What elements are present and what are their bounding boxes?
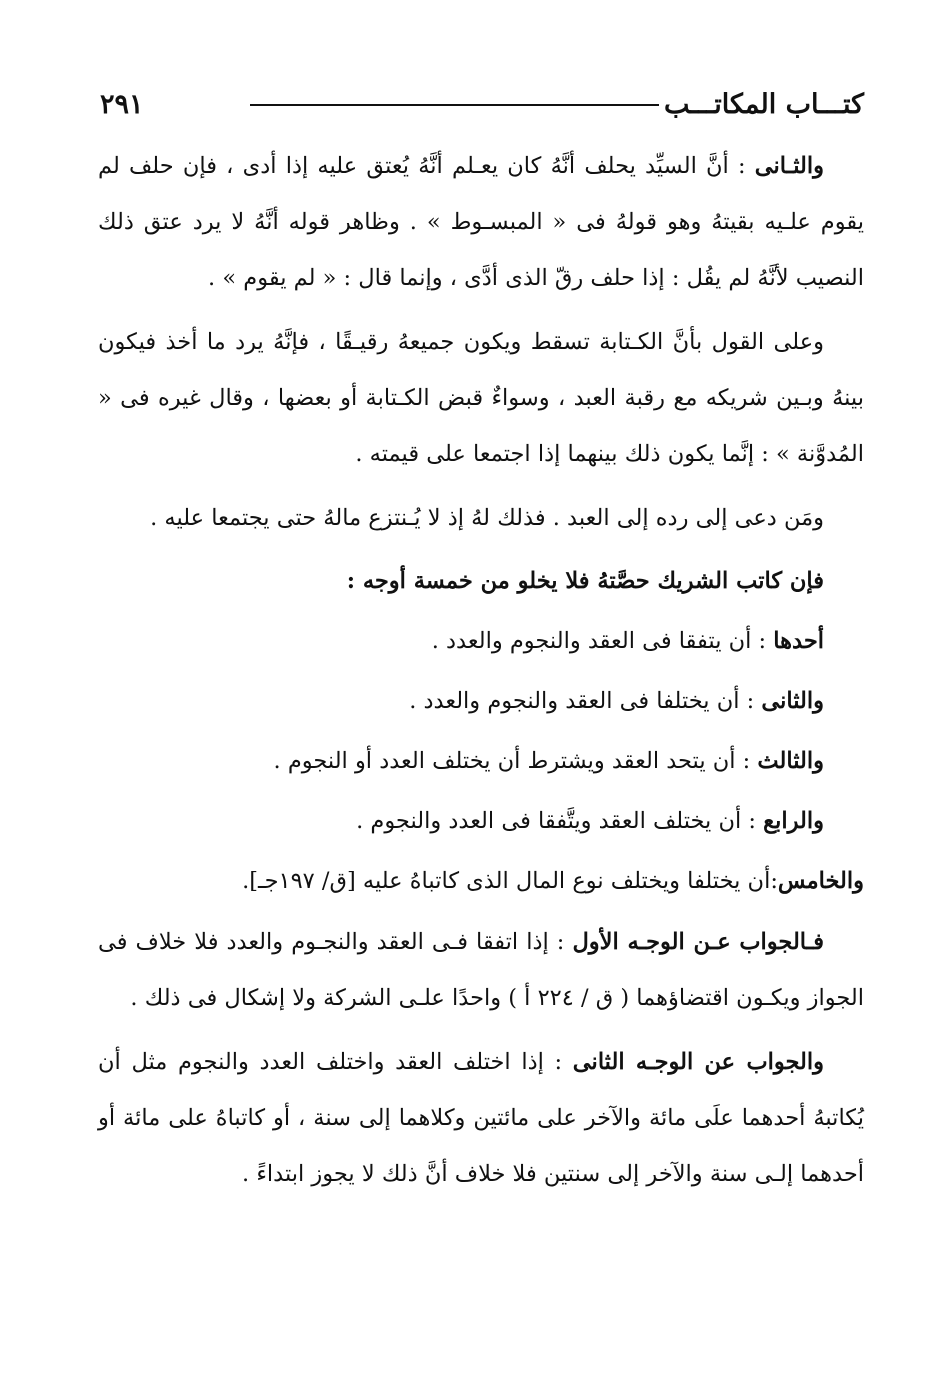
case-4	[98, 794, 864, 848]
paragraph-3	[98, 490, 864, 546]
paragraph-1-lead: والثـانى	[754, 153, 824, 179]
case-3-text: : أن يتحد العقد ويشترط أن يختلف العدد أو النجوم .	[273, 748, 758, 774]
answer-1	[98, 914, 864, 1026]
case-3-label: والثالث	[757, 748, 824, 774]
case-1	[98, 614, 864, 668]
answer-2	[98, 1034, 864, 1202]
page-body	[98, 138, 864, 1210]
case-5-text: :أن يختلفا ويختلف نوع المال الذى كاتباهُ عليه [ق/ ١٩٧جـ].	[242, 868, 778, 894]
running-title: كتـــاب المكاتـــب	[663, 89, 864, 120]
case-1-label: أحدها	[773, 628, 824, 654]
case-3	[98, 734, 864, 788]
case-4-label: والرابع	[763, 808, 824, 834]
paragraph-1-text: : أنَّ السيِّد يحلف أنَّهُ كان يعـلم أنَّهُ يُعتق عليه إذا أدى ، فإن حلف لم يقوم علـيه بقيتهُ وهو قولهُ فى « المبسـوط » . وظاهر قوله أنَّهُ لا يرد عتق ذلك النصيب لأنَّهُ لم يقُل : إذا حلف رقّ الذى أدَّى ، وإنما قال : « لم يقوم » .	[98, 153, 864, 291]
answer-2-lead: والجواب عن الوجـه الثانى	[572, 1049, 825, 1075]
case-5	[98, 854, 864, 908]
paragraph-2	[98, 314, 864, 482]
answer-1-text: : إذا اتفقا فـى العقد والنجـوم والعدد فلا خلاف فى الجواز ويكـون اقتضاؤهما ( ق / ٢٢٤ أ ) واحدًا علـى الشركة ولا إشكال فى ذلك .	[98, 929, 864, 1011]
answer-1-lead: فـالجواب عـن الوجـه الأول	[572, 929, 825, 955]
page-number: ٢٩١	[100, 89, 144, 120]
paragraph-2-text: وعلى القول بأنَّ الكـتابة تسقط ويكون جميعهُ رقيـقًا ، فإنَّهُ يرد ما أخذ فيكون بينهُ وبـين شريكه مع رقبة العبد ، وسواءٌ قبض الكـتابة أو بعضها ، وقال غيره فى « المُدوَّنة » : إنَّما يكون ذلك بينهما إذا اجتمعا على قيمته .	[98, 329, 864, 467]
case-4-text: : أن يختلف العقد ويتَّفقا فى العدد والنجوم .	[356, 808, 764, 834]
page-header	[100, 86, 864, 126]
case-5-label: والخامس	[777, 868, 864, 894]
paragraph-3-text: ومَن دعى إلى رده إلى العبد . فذلك لهُ إذ لا يُـنتزع مالهُ حتى يجتمعا عليه .	[150, 505, 824, 531]
header-rule	[250, 104, 659, 106]
case-1-text: : أن يتفقا فى العقد والنجوم والعدد .	[431, 628, 774, 654]
case-2-text: : أن يختلفا فى العقد والنجوم والعدد .	[409, 688, 762, 714]
paragraph-1	[98, 138, 864, 306]
answer-2-text: : إذا اختلف العقد واختلف العدد والنجوم مثل أن يُكاتبهُ أحدهما علَى مائة والآخر على مائتين وكلاهما إلى سنة ، أو كاتباهُ على مائة أو أحدهما إلـى سنة والآخر إلى سنتين فلا خلاف أنَّ ذلك لا يجوز ابتداءً .	[98, 1049, 864, 1187]
cases-heading: فإن كاتب الشريك حصَّتهُ فلا يخلو من خمسة أوجه :	[346, 568, 824, 594]
case-2-label: والثانى	[761, 688, 824, 714]
case-2	[98, 674, 864, 728]
